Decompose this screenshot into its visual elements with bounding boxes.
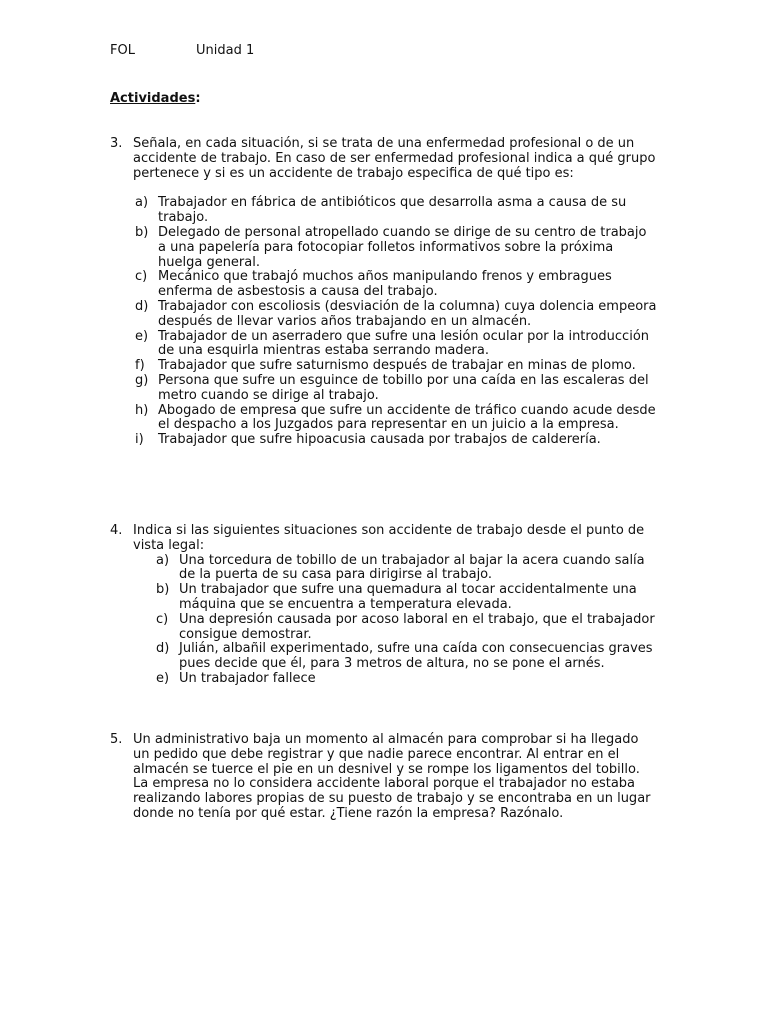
question-text: Señala, en cada situación, si se trata de una enfermedad profesional o de un accidente de trabajo. En caso de ser enfermedad profesional indica a qué grupo pertenece y si es un accidente de trabajo especifica de qué tipo es: — [133, 136, 656, 181]
item-text: Una depresión causada por acoso laboral en el trabajo, que el trabajador consigue demostrar. — [179, 611, 655, 642]
course-name: FOL — [110, 43, 135, 58]
list-item — [110, 672, 658, 687]
list-item — [110, 300, 658, 330]
item-text: Trabajador en fábrica de antibióticos que desarrolla asma a causa de su trabajo. — [158, 195, 627, 226]
section-title-text: Actividades — [110, 91, 196, 106]
question-text: Un administrativo baja un momento al almacén para comprobar si ha llegado un pedido que debe registrar y que nadie parece encontrar. Al entrar en el almacén se tuerce el pie en un desnivel y se rompe los ligamentos del tobillo. La empresa no lo considera accidente laboral porque el trabajador no estaba realizando labores propias de su puesto de trabajo y se encontraba en un lugar donde no tenía por qué estar. ¿Tiene razón la empresa? Razónalo. — [133, 732, 651, 821]
item-text: Un trabajador que sufre una quemadura al tocar accidentalmente una máquina que se encuentra a temperatura elevada. — [179, 582, 637, 612]
item-text: Trabajador que sufre hipoacusia causada por trabajos de calderería. — [158, 432, 601, 448]
question-5 — [110, 733, 658, 822]
item-label: d) — [135, 298, 149, 314]
item-label: c) — [135, 269, 148, 285]
item-text: Abogado de empresa que sufre un accidente de tráfico cuando acude desde el despacho a los Juzgados para representar en un juicio a la empresa. — [158, 402, 656, 433]
item-label: h) — [135, 402, 149, 418]
item-label: b) — [135, 224, 149, 240]
item-text: Trabajador de un aserradero que sufre una lesión ocular por la introducción de una esquirla mientras estaba serrando madera. — [158, 328, 650, 359]
list-item — [110, 583, 658, 613]
item-label: a) — [156, 552, 170, 568]
item-label: b) — [156, 582, 170, 598]
list-item — [110, 374, 658, 404]
item-text: Persona que sufre un esguince de tobillo por una caída en las escaleras del metro cuando se dirige al trabajo. — [158, 372, 649, 403]
list-item — [110, 642, 658, 672]
section-title — [110, 91, 201, 107]
list-item — [110, 270, 658, 300]
item-label: i) — [135, 432, 144, 448]
question-number: 4. — [110, 523, 123, 538]
item-label: e) — [135, 328, 149, 344]
list-item — [110, 613, 658, 643]
question-4 — [110, 524, 658, 687]
list-item — [110, 359, 658, 374]
item-label: g) — [135, 372, 149, 388]
item-text: Mecánico que trabajó muchos años manipulando frenos y embragues enferma de asbestosis a causa del trabajo. — [158, 269, 612, 300]
unit-name: Unidad 1 — [196, 43, 255, 58]
item-label: e) — [156, 670, 170, 686]
question-4-items — [110, 554, 658, 687]
list-item — [110, 330, 658, 360]
question-text: Indica si las siguientes situaciones son accidente de trabajo desde el punto de vista legal: — [133, 523, 645, 553]
item-label: d) — [156, 641, 170, 657]
list-item — [110, 226, 658, 270]
item-text: Un trabajador fallece — [179, 670, 316, 686]
list-item — [110, 196, 658, 226]
question-number: 3. — [110, 136, 123, 151]
item-text: Delegado de personal atropellado cuando se dirige de su centro de trabajo a una papelería para fotocopiar folletos informativos sobre la próxima huelga general. — [158, 224, 647, 270]
section-title-colon: : — [195, 91, 201, 106]
list-item — [110, 554, 658, 584]
item-text: Julián, albañil experimentado, sufre una caída con consecuencias graves pues decide que él, para 3 metros de altura, no se pone el arnés. — [179, 641, 653, 672]
item-text: Trabajador con escoliosis (desviación de la columna) cuya dolencia empeora después de llevar varios años trabajando en un almacén. — [158, 298, 657, 329]
question-3 — [110, 137, 658, 448]
item-text: Una torcedura de tobillo de un trabajador al bajar la acera cuando salía de la puerta de su casa para dirigirse al trabajo. — [179, 552, 645, 583]
item-label: c) — [156, 611, 169, 627]
question-number: 5. — [110, 732, 123, 747]
list-item — [110, 404, 658, 434]
item-label: a) — [135, 195, 149, 211]
item-text: Trabajador que sufre saturnismo después de trabajar en minas de plomo. — [158, 358, 636, 374]
item-label: f) — [135, 358, 145, 374]
list-item — [110, 433, 658, 448]
question-3-items — [110, 196, 658, 448]
